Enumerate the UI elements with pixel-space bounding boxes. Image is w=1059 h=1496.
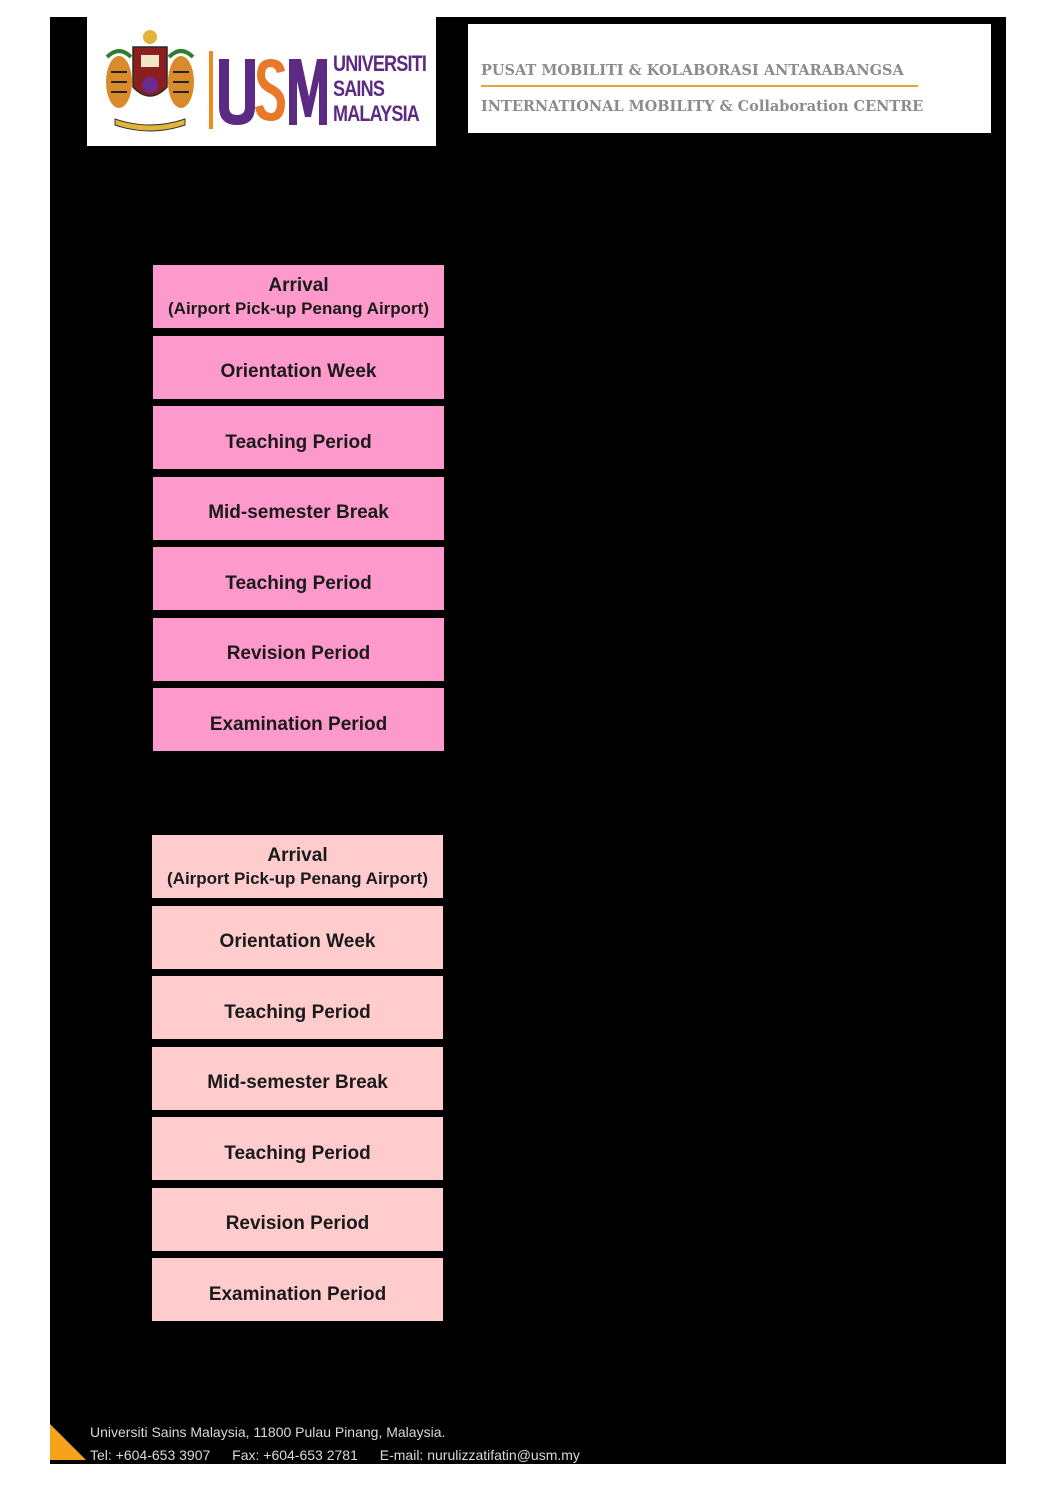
schedule-semester-2 [152, 835, 443, 1329]
schedule-block-mid-semester-break [152, 1047, 443, 1110]
block-label: Teaching Period [224, 1001, 371, 1023]
footer-tel: Tel: +604-653 3907 [90, 1447, 211, 1463]
block-label: Examination Period [209, 713, 388, 735]
block-label: Arrival [268, 274, 329, 296]
footer-address: Universiti Sains Malaysia, 11800 Pulau Pinang, Malaysia. [90, 1424, 446, 1440]
university-name-line-3: MALAYSIA [333, 101, 419, 126]
schedule-block-revision [152, 1188, 443, 1251]
schedule-block-orientation [153, 336, 444, 399]
schedule-block-teaching [152, 1117, 443, 1180]
university-crest-icon [103, 27, 197, 135]
footer-corner-triangle [50, 1424, 86, 1460]
block-label: Teaching Period [225, 431, 372, 453]
centre-divider [481, 85, 918, 87]
block-label: Teaching Period [224, 1142, 371, 1164]
block-label: Examination Period [208, 1283, 387, 1305]
block-label: Arrival [267, 844, 328, 866]
footer-email-link[interactable]: E-mail: nurulizzatifatin@usm.my [379, 1447, 580, 1463]
schedule-block-revision [153, 618, 444, 681]
usm-letters-icon [207, 45, 327, 135]
schedule-block-teaching [153, 547, 444, 610]
block-label: Mid-semester Break [207, 1072, 388, 1093]
block-label: Revision Period [226, 643, 371, 664]
centre-header [468, 24, 991, 133]
schedule-block-orientation [152, 906, 443, 969]
centre-name-english: INTERNATIONAL MOBILITY & Collaboration CENTRE [481, 98, 924, 115]
block-label: Orientation Week [219, 931, 376, 952]
schedule-block-examination [152, 1258, 443, 1321]
university-name [333, 51, 426, 126]
block-label: Orientation Week [220, 361, 377, 382]
schedule-block-examination [153, 688, 444, 751]
block-label: Mid-semester Break [208, 502, 389, 523]
block-sublabel: (Airport Pick-up Penang Airport) [168, 298, 429, 318]
schedule-block-arrival [152, 835, 443, 898]
schedule-block-teaching [152, 976, 443, 1039]
schedule-block-teaching [153, 406, 444, 469]
schedule-semester-1 [153, 265, 444, 759]
university-name-line-1: UNIVERSITI [333, 51, 427, 76]
block-sublabel: (Airport Pick-up Penang Airport) [167, 868, 428, 888]
centre-name-malay: PUSAT MOBILITI & KOLABORASI ANTARABANGSA [481, 62, 904, 79]
footer-fax: Fax: +604-653 2781 [232, 1447, 358, 1463]
schedule-block-arrival [153, 265, 444, 328]
university-name-line-2: SAINS [333, 76, 385, 101]
schedule-block-mid-semester-break [153, 477, 444, 540]
block-label: Revision Period [225, 1213, 370, 1234]
footer-contacts [90, 1447, 598, 1463]
block-label: Teaching Period [225, 572, 372, 594]
usm-logo [87, 17, 436, 146]
